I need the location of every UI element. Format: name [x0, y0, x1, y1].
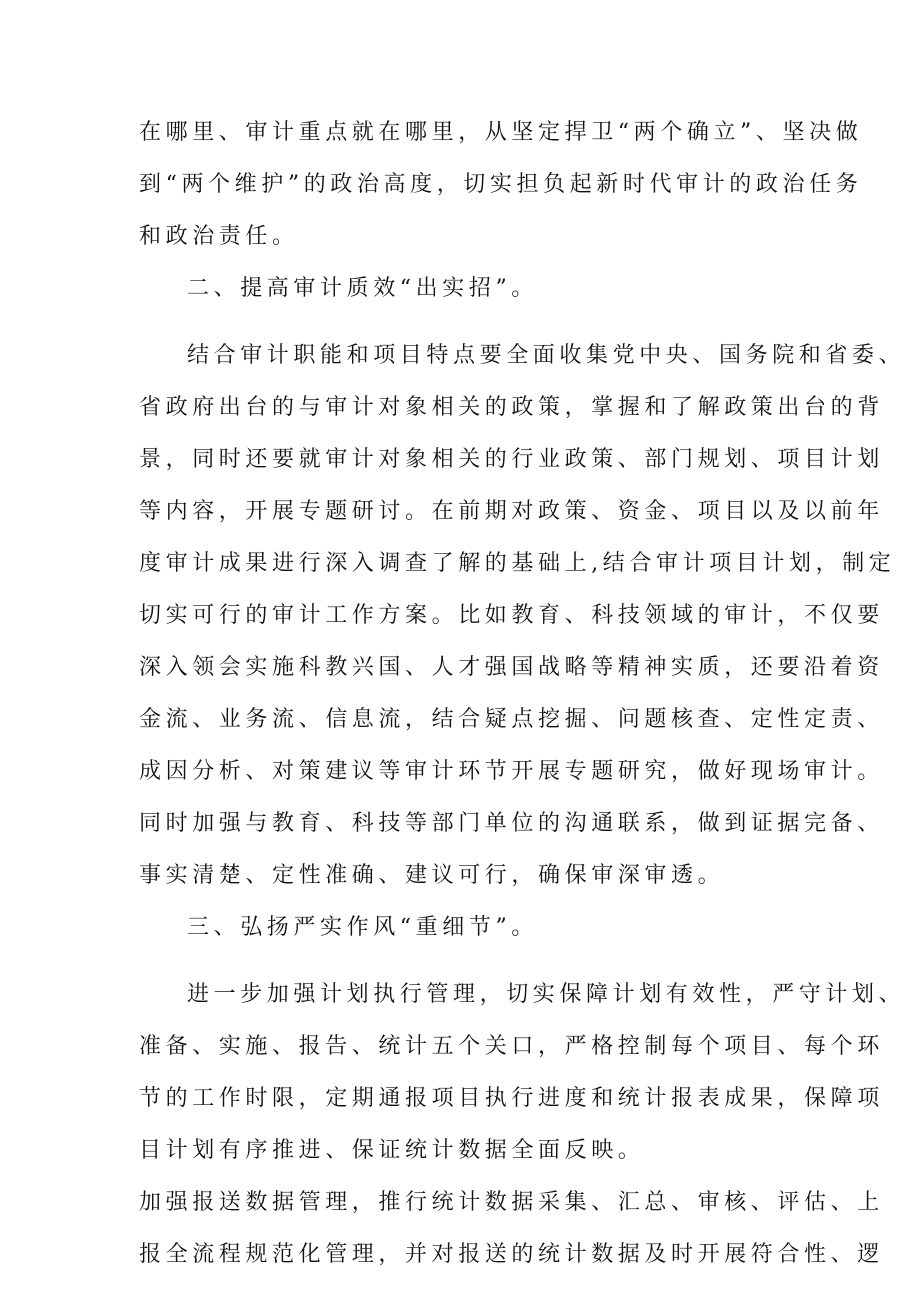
body-text-line: 度审计成果进行深入调查了解的基础上,结合审计项目计划，制定	[139, 551, 896, 576]
body-text-line: 进一步加强计划执行管理，切实保障计划有效性，严守计划、	[187, 982, 906, 1007]
body-text-line: 等内容，开展专题研讨。在前期对政策、资金、项目以及以前年	[139, 499, 884, 524]
section-heading: 三、弘扬严实作风“重细节”。	[187, 915, 538, 940]
body-text-line: 和政治责任。	[139, 224, 299, 249]
body-text-line: 准备、实施、报告、统计五个关口，严格控制每个项目、每个环	[139, 1034, 884, 1059]
body-text-line: 金流、业务流、信息流，结合疑点挖掘、问题核查、定性定责、	[139, 707, 884, 732]
body-text-line: 目计划有序推进、保证统计数据全面反映。	[139, 1138, 645, 1163]
body-text-line: 事实清楚、定性准确、建议可行，确保审深审透。	[139, 863, 725, 888]
body-text-line: 到“两个维护”的政治高度，切实担负起新时代审计的政治任务	[139, 172, 863, 197]
section-heading: 二、提高审计质效“出实招”。	[187, 276, 538, 301]
body-text-line: 省政府出台的与审计对象相关的政策，掌握和了解政策出台的背	[139, 395, 884, 420]
body-text-line: 加强报送数据管理，推行统计数据采集、汇总、审核、评估、上	[139, 1190, 884, 1215]
body-text-line: 结合审计职能和项目特点要全面收集党中央、国务院和省委、	[187, 343, 906, 368]
body-text-line: 切实可行的审计工作方案。比如教育、科技领域的审计，不仅要	[139, 603, 884, 628]
body-text-line: 深入领会实施科教兴国、人才强国战略等精神实质，还要沿着资	[139, 655, 884, 680]
body-text-line: 在哪里、审计重点就在哪里，从坚定捍卫“两个确立”、坚决做	[139, 120, 863, 145]
body-text-line: 景，同时还要就审计对象相关的行业政策、部门规划、项目计划	[139, 447, 884, 472]
body-text-line: 报全流程规范化管理，并对报送的统计数据及时开展符合性、逻	[139, 1242, 884, 1267]
body-text-line: 同时加强与教育、科技等部门单位的沟通联系，做到证据完备、	[139, 811, 884, 836]
body-text-line: 节的工作时限，定期通报项目执行进度和统计报表成果，保障项	[139, 1086, 884, 1111]
body-text-line: 成因分析、对策建议等审计环节开展专题研究，做好现场审计。	[139, 759, 884, 784]
